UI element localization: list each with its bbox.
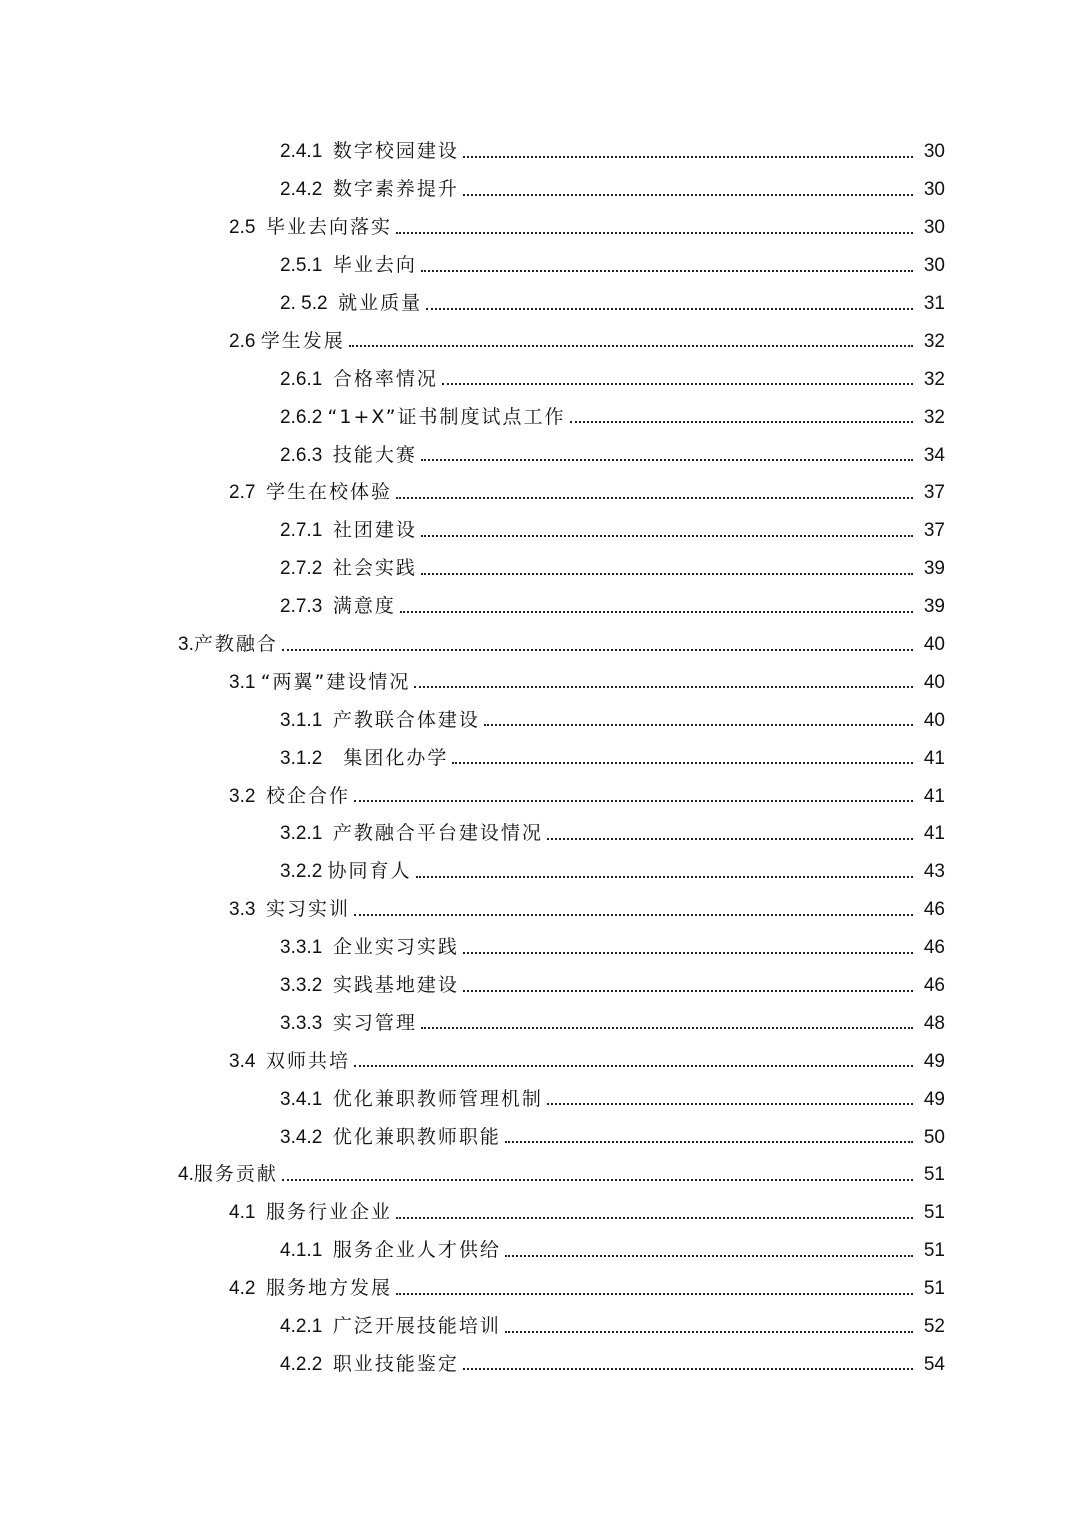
toc-entry-title: 服务地方发展: [265, 1277, 392, 1300]
toc-dot-leader: [349, 345, 913, 347]
toc-entry-title: 合格率情况: [332, 367, 438, 390]
toc-entry-number: 3.: [178, 634, 194, 656]
toc-entry[interactable]: [0, 815, 1074, 853]
toc-entry-number: 2.7.3: [280, 596, 333, 618]
toc-entry[interactable]: [0, 209, 1074, 247]
toc-dot-leader: [282, 649, 913, 651]
toc-entry-title: 集团化办学: [343, 746, 449, 769]
toc-page-number: 37: [923, 482, 945, 504]
toc-entry[interactable]: [0, 701, 1074, 739]
toc-entry-title: 产教融合: [193, 633, 278, 656]
toc-dot-leader: [426, 308, 913, 310]
toc-page-number: 39: [923, 558, 945, 580]
toc-entry-number: 3.3: [229, 899, 266, 921]
toc-entry[interactable]: [0, 1080, 1074, 1118]
toc-entry-number: 3.4.2: [280, 1126, 333, 1148]
toc-page-number: 30: [923, 255, 945, 277]
toc-entry-number: 2.7: [229, 482, 266, 504]
toc-dot-leader: [414, 686, 913, 688]
toc-page-number: 32: [923, 368, 945, 390]
toc-dot-leader: [354, 800, 913, 802]
toc-entry[interactable]: [0, 1156, 1074, 1194]
toc-entry-title: 数字校园建设: [332, 140, 459, 163]
toc-entry-title: 毕业去向落实: [265, 216, 392, 239]
toc-entry-title: 校企合作: [265, 784, 350, 807]
toc-entry[interactable]: [0, 398, 1074, 436]
toc-entry[interactable]: [0, 512, 1074, 550]
toc-entry-number: 2.4.1: [280, 141, 333, 163]
toc-dot-leader: [354, 914, 913, 916]
toc-page-number: 39: [923, 596, 945, 618]
toc-entry[interactable]: [0, 1346, 1074, 1384]
toc-page-number: 46: [923, 937, 945, 959]
toc-entry-title: 广泛开展技能培训: [332, 1315, 501, 1338]
toc-entry[interactable]: [0, 967, 1074, 1005]
toc-entry-title: 社会实践: [332, 557, 417, 580]
toc-entry-title: 服务贡献: [193, 1163, 278, 1186]
toc-entry-title: 产教联合体建设: [332, 708, 480, 731]
toc-page-number: 40: [923, 709, 945, 731]
toc-entry[interactable]: [0, 1270, 1074, 1308]
toc-page-number: 32: [923, 406, 945, 428]
toc-dot-leader: [416, 876, 913, 878]
toc-entry-number: 2.6: [229, 330, 261, 352]
toc-entry-title: “1+X”证书制度试点工作: [327, 405, 566, 428]
toc-entry-number: 3.2: [229, 785, 266, 807]
toc-entry-number: 3.3.3: [280, 1012, 333, 1034]
toc-dot-leader: [484, 724, 913, 726]
toc-entry-title: 社团建设: [332, 519, 417, 542]
toc-entry[interactable]: [0, 588, 1074, 626]
toc-page-number: 31: [923, 293, 945, 314]
toc-entry[interactable]: [0, 1308, 1074, 1346]
toc-entry-number: 2.5: [229, 217, 266, 239]
toc-entry-number: 2.7.2: [280, 558, 333, 580]
toc-entry-number: 2.7.1: [280, 520, 333, 542]
toc-page-number: 48: [923, 1012, 945, 1034]
toc-dot-leader: [421, 270, 913, 272]
toc-entry[interactable]: [0, 663, 1074, 701]
toc-entry[interactable]: [0, 171, 1074, 209]
toc-entry-number: 2.6.1: [280, 368, 333, 390]
toc-entry-number: 3.1.1: [280, 709, 333, 731]
toc-dot-leader: [421, 535, 913, 537]
toc-page-number: 41: [923, 823, 945, 845]
toc-entry[interactable]: [0, 133, 1074, 171]
toc-entry-number: 4.2.2: [280, 1353, 333, 1375]
toc-entry-title: 服务行业企业: [265, 1201, 392, 1224]
toc-entry-title: 实习实训: [265, 898, 350, 921]
toc-entry[interactable]: [0, 777, 1074, 815]
toc-entry-title: 技能大赛: [332, 443, 417, 466]
toc-dot-leader: [452, 762, 913, 764]
toc-dot-leader: [396, 232, 913, 234]
toc-entry-title: 就业质量: [338, 292, 423, 314]
toc-page-number: 46: [923, 975, 945, 997]
toc-entry-number: 4.2.1: [280, 1316, 333, 1338]
toc-dot-leader: [421, 573, 913, 575]
toc-page-number: 40: [923, 671, 945, 693]
toc-entry-number: 2.6.3: [280, 444, 333, 466]
toc-page-number: 51: [923, 1240, 945, 1262]
toc-entry[interactable]: [0, 550, 1074, 588]
toc-entry-title: 学生发展: [260, 329, 345, 352]
toc-entry-number: 3.1: [229, 671, 261, 693]
toc-entry-number: 3.2.1: [280, 823, 333, 845]
toc-entry-number: 2.6.2: [280, 406, 328, 428]
toc-page-number: 37: [923, 520, 945, 542]
toc-entry-number: 2. 5.2: [280, 293, 339, 314]
toc-dot-leader: [463, 194, 913, 196]
toc-entry-number: 3.1.2: [280, 747, 344, 769]
toc-entry-title: 产教融合平台建设情况: [332, 822, 543, 845]
toc-dot-leader: [396, 497, 913, 499]
toc-entry-number: 3.3.1: [280, 937, 333, 959]
toc-entry-title: 职业技能鉴定: [332, 1352, 459, 1375]
toc-dot-leader: [463, 1368, 913, 1370]
toc-dot-leader: [463, 156, 913, 158]
toc-entry-title: 企业实习实践: [332, 936, 459, 959]
toc-entry-title: 实践基地建设: [332, 974, 459, 997]
toc-page-number: 50: [923, 1126, 945, 1148]
toc-entry[interactable]: [0, 436, 1074, 474]
toc-page-number: 46: [923, 899, 945, 921]
toc-page-number: 51: [923, 1164, 945, 1186]
toc-dot-leader: [354, 1065, 913, 1067]
toc-dot-leader: [505, 1331, 913, 1333]
toc-entry[interactable]: [0, 1042, 1074, 1080]
toc-dot-leader: [442, 383, 913, 385]
toc-dot-leader: [463, 990, 913, 992]
toc-dot-leader: [547, 1103, 913, 1105]
toc-entry-number: 4.2: [229, 1278, 266, 1300]
toc-entry[interactable]: [0, 474, 1074, 512]
toc-entry-number: 4.1.1: [280, 1240, 333, 1262]
toc-dot-leader: [547, 838, 913, 840]
toc-entry[interactable]: [0, 1194, 1074, 1232]
toc-entry[interactable]: [0, 360, 1074, 398]
toc-entry-number: 3.3.2: [280, 975, 333, 997]
toc-entry[interactable]: [0, 929, 1074, 967]
toc-dot-leader: [570, 421, 914, 423]
toc-entry-title: 服务企业人才供给: [332, 1239, 501, 1262]
toc-page-number: 34: [923, 444, 945, 466]
toc-entry[interactable]: [0, 853, 1074, 891]
toc-dot-leader: [463, 952, 913, 954]
toc-entry-title: “两翼”建设情况: [260, 670, 411, 693]
toc-page-number: 49: [923, 1050, 945, 1072]
toc-entry-title: 实习管理: [332, 1011, 417, 1034]
toc-entry-number: 3.4: [229, 1050, 266, 1072]
toc-entry-title: 满意度: [332, 595, 396, 618]
toc-entry[interactable]: [0, 739, 1074, 777]
toc-entry-title: 双师共培: [265, 1049, 350, 1072]
toc-entry-title: 学生在校体验: [265, 481, 392, 504]
toc-dot-leader: [400, 611, 913, 613]
table-of-contents: [0, 133, 1074, 1383]
toc-page-number: 52: [923, 1316, 945, 1338]
toc-entry-number: 2.5.1: [280, 255, 333, 277]
toc-page-number: 30: [923, 141, 945, 163]
toc-dot-leader: [396, 1217, 913, 1219]
toc-page-number: 54: [923, 1353, 945, 1375]
toc-page-number: 51: [923, 1202, 945, 1224]
toc-entry[interactable]: [0, 891, 1074, 929]
toc-page-number: 51: [923, 1278, 945, 1300]
toc-dot-leader: [505, 1141, 913, 1143]
toc-entry-number: 4.1: [229, 1202, 266, 1224]
toc-page-number: 30: [923, 179, 945, 201]
toc-entry-title: 优化兼职教师职能: [332, 1125, 501, 1148]
toc-entry-number: 3.2.2: [280, 861, 328, 883]
toc-entry-title: 数字素养提升: [332, 178, 459, 201]
toc-entry[interactable]: [0, 285, 1074, 323]
toc-entry[interactable]: [0, 322, 1074, 360]
toc-page-number: 32: [923, 330, 945, 352]
toc-dot-leader: [396, 1293, 913, 1295]
toc-dot-leader: [282, 1179, 913, 1181]
toc-page-number: 49: [923, 1088, 945, 1110]
toc-entry-number: 4.: [178, 1164, 194, 1186]
toc-page-number: 43: [923, 861, 945, 883]
toc-dot-leader: [421, 459, 913, 461]
toc-entry[interactable]: [0, 1004, 1074, 1042]
toc-entry[interactable]: [0, 626, 1074, 664]
toc-entry-number: 3.4.1: [280, 1088, 333, 1110]
toc-page-number: 40: [923, 634, 945, 656]
toc-entry[interactable]: [0, 1232, 1074, 1270]
toc-dot-leader: [505, 1255, 913, 1257]
toc-entry-number: 2.4.2: [280, 179, 333, 201]
toc-page-number: 41: [923, 785, 945, 807]
toc-entry[interactable]: [0, 1118, 1074, 1156]
toc-entry-title: 协同育人: [327, 860, 412, 883]
toc-entry-title: 毕业去向: [332, 254, 417, 277]
toc-page-number: 30: [923, 217, 945, 239]
toc-entry-title: 优化兼职教师管理机制: [332, 1087, 543, 1110]
toc-dot-leader: [421, 1027, 913, 1029]
toc-page-number: 41: [923, 747, 945, 769]
toc-entry[interactable]: [0, 247, 1074, 285]
